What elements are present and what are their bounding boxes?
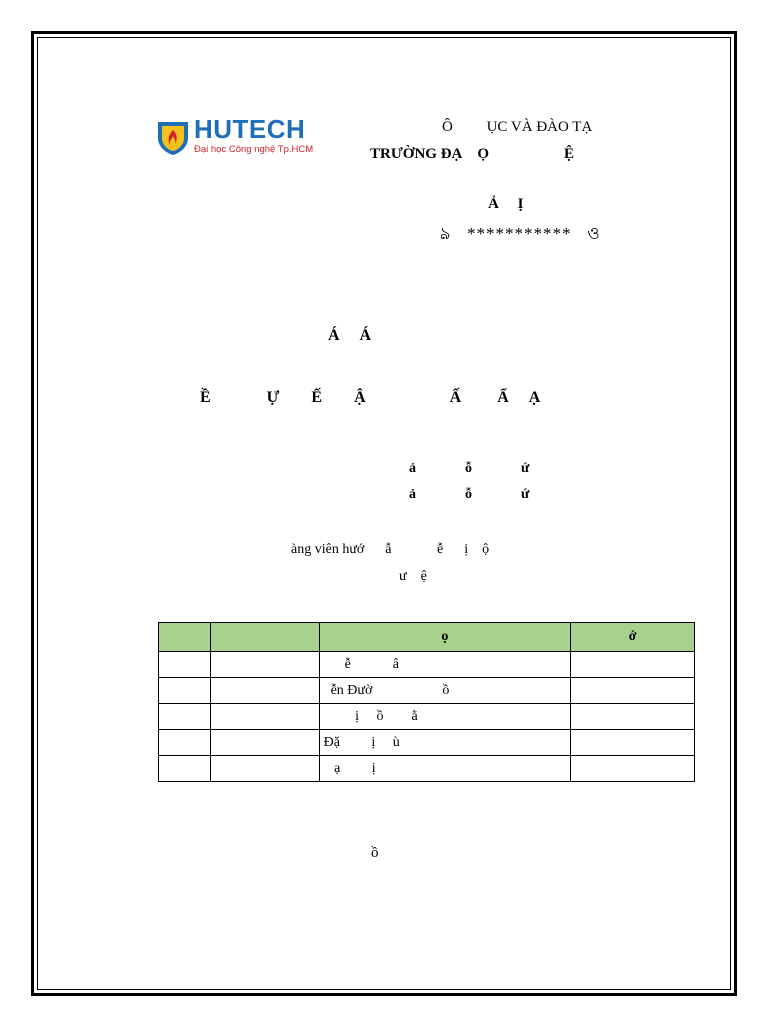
table-header-cell: ớ [571,623,695,652]
table-cell [210,704,319,730]
supervisor-line: àng viên hướ ẫ ễ ị ộ [291,542,490,557]
table-header-cell [159,623,211,652]
shield-icon [156,120,190,156]
table-cell [210,652,319,678]
table-cell [571,730,695,756]
table-cell: ạ ị [319,756,571,782]
table-cell [159,678,211,704]
table-cell [210,756,319,782]
table-cell [159,730,211,756]
table-cell [571,678,695,704]
logo-subtitle: Đại học Công nghệ Tp.HCM [194,144,314,155]
table-cell [159,756,211,782]
report-type: Á Á [328,327,372,344]
table-cell [210,730,319,756]
table-cell: Đặ ị ù [319,730,571,756]
page-border-inner [37,37,731,990]
table-row [159,678,695,704]
school-heading: TRƯỜNG ĐẠ Ọ Ệ [370,146,575,162]
table-header-cell [210,623,319,652]
report-title: Ề Ự Ế Ậ Ấ Ẩ Ạ [200,389,541,406]
table-cell [159,704,211,730]
footer-location: ồ [371,845,379,861]
ornament-divider: ঌ *********** ও [440,224,601,243]
table-row [159,730,695,756]
table-cell [159,652,211,678]
ministry-heading: Ô ỤC VÀ ĐÀO TẠ [442,119,593,135]
supervisor-line-2: ư ệ [399,569,427,584]
faculty-heading: Ả Ị [488,196,524,212]
logo-text: HUTECH [194,114,306,144]
table-row [159,652,695,678]
table-header-row [159,623,695,652]
hutech-logo [156,114,316,158]
student-name-1: ả ỗ ứ [409,461,530,476]
table-cell [571,652,695,678]
table-row [159,756,695,782]
table-cell: ị ồ ằ [319,704,571,730]
table-cell [571,756,695,782]
table-cell: ễn Đườ ồ [319,678,571,704]
table-cell [210,678,319,704]
table-cell: ễ â [319,652,571,678]
table-row [159,704,695,730]
member-table [158,622,695,782]
table-header-cell: ọ [319,623,571,652]
student-name-2: ả ỗ ứ [409,487,530,502]
table-cell [571,704,695,730]
